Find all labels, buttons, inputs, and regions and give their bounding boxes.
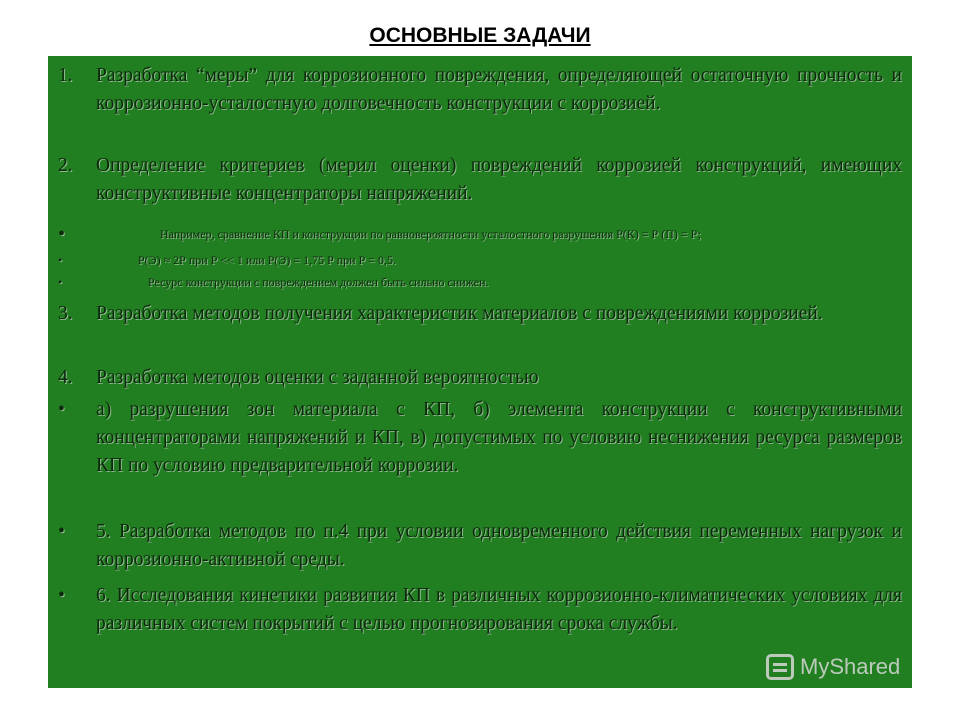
logo-icon xyxy=(766,654,794,680)
list-item xyxy=(58,62,902,118)
item-number: 2. xyxy=(58,155,73,176)
item-text: Определение критериев (мерил оценки) повреждений коррозией конструкций, имеющих конструктивные концентраторы напряжений. xyxy=(96,155,902,204)
item-text: Например, сравнение КП и конструкции по равновероятности усталостного разрушения Р(К) = Р (П) = Р; xyxy=(160,227,702,241)
list-item xyxy=(58,582,902,638)
item-text: Р(Э) ≈ 2Р при Р << 1 или Р(Э) = 1,75 Р при Р = 0,5. xyxy=(138,253,397,267)
watermark xyxy=(766,654,900,680)
content-panel xyxy=(48,56,912,688)
item-text: Разработка “меры” для коррозионного повреждения, определяющей остаточную прочность и коррозионно-усталостную долговечность конструкции с коррозией. xyxy=(96,65,902,114)
bullet-icon: • xyxy=(58,399,65,420)
list-item xyxy=(58,300,902,328)
item-text: Ресурс конструкции с повреждением должен быть сильно снижен. xyxy=(148,275,489,289)
list-item xyxy=(58,152,902,208)
list-item xyxy=(58,250,902,270)
item-text: 6. Исследования кинетики развития КП в различных коррозионно-климатических условиях для различных систем покрытий с целью прогнозирования срока службы. xyxy=(96,585,902,634)
list-item xyxy=(58,518,902,574)
item-number: 3. xyxy=(58,303,73,324)
list-item xyxy=(58,396,902,480)
item-text: Разработка методов получения характеристик материалов с повреждениями коррозией. xyxy=(96,303,823,324)
list-item xyxy=(58,364,902,392)
bullet-icon: • xyxy=(58,275,63,289)
bullet-icon: • xyxy=(58,521,65,542)
list-item xyxy=(58,272,902,292)
item-text: Разработка методов оценки с заданной вероятностью xyxy=(96,367,539,388)
list-item xyxy=(58,224,902,244)
bullet-icon: • xyxy=(58,585,65,606)
item-number: 4. xyxy=(58,367,73,388)
item-text: 5. Разработка методов по п.4 при условии одновременного действия переменных нагрузок и коррозионно-активной среды. xyxy=(96,521,902,570)
item-number: 1. xyxy=(58,65,73,86)
bullet-icon: • xyxy=(58,253,63,267)
watermark-text: MyShared xyxy=(800,654,901,679)
page-title: ОСНОВНЫЕ ЗАДАЧИ xyxy=(369,24,591,47)
item-text: а) разрушения зон материала с КП, б) элемента конструкции с конструктивными концентраторами напряжений и КП, в) допустимых по условию неснижения ресурса размеров КП по условию предварительной коррозии. xyxy=(96,399,902,476)
bullet-icon: • xyxy=(58,223,66,245)
